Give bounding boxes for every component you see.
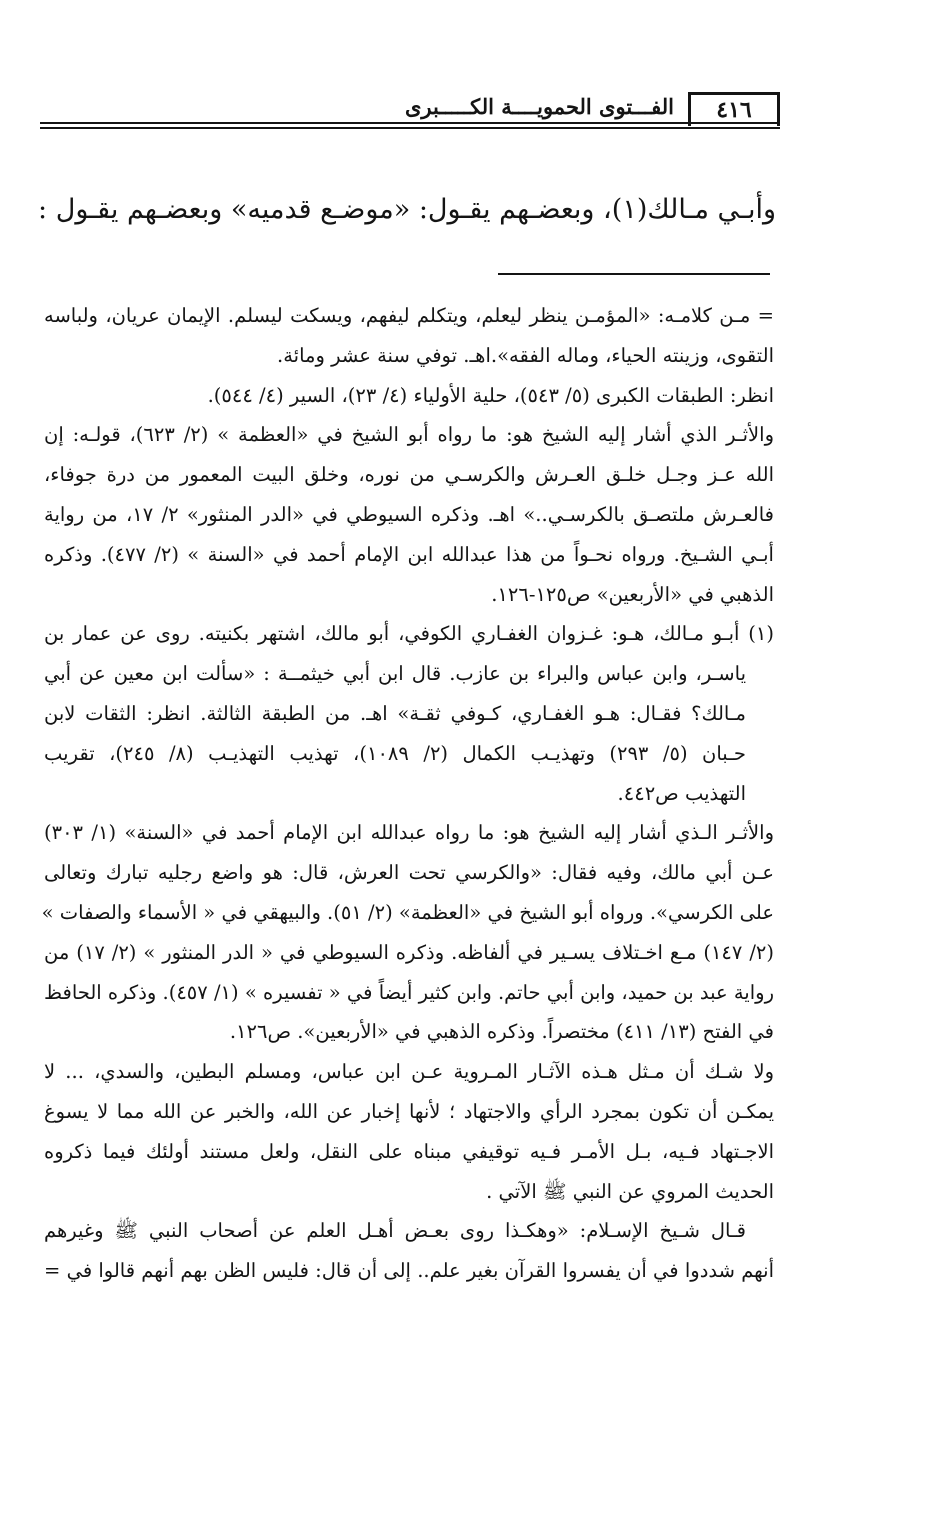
- footnote-line: = مـن كلامـه: «المؤمـن ينظر ليعلم، ويتكلم ليفهم، ويسكت ليسلم. الإيمان عريان، ولباسه: [44, 304, 774, 327]
- header-rule-double: [40, 127, 780, 129]
- footnote-line: ولا شـك أن مـثل هـذه الآثـار المـروية عـن ابن عباس، ومسلم البطين، والسدي، ... لا: [44, 1060, 774, 1084]
- footnote-line: فالعـرش ملتصـق بالكرسـي..» اهـ. وذكره السيوطي في «الدر المنثور» ٢/ ١٧، من رواية: [44, 502, 774, 526]
- page-header: [40, 92, 780, 130]
- running-title: الفـــتوى الحمويــــة الكـــــبرى: [404, 94, 674, 119]
- footnotes-block: [41, 296, 774, 1291]
- page-number: ٤١٦: [688, 92, 780, 126]
- footnote-line: رواية عبد بن حميد، وابن أبي حاتم. وابن كثير أيضاً في « تفسيره » (١/ ٤٥٧). وذكره الحافظ: [44, 980, 774, 1004]
- header-rule: [40, 122, 780, 124]
- footnote-line: الذهبي في «الأربعين» ص١٢٥-١٢٦.: [491, 582, 774, 606]
- main-text-line: وأبـي مـالك(١)، وبعضـهم يقـول: «موضـع قدميه» وبعضـهم يقـول :: [38, 194, 776, 225]
- footnote-line: يمكـن أن تكون بمجرد الرأي والاجتهاد ؛ لأنها إخبار عن الله، والخبر عن الله مما لا يسوغ: [44, 1099, 774, 1123]
- footnote-line: أبـي الشـيخ. ورواه نحـواً من هذا عبدالله ابن الإمام أحمد في «السنة » (٢/ ٤٧٧). وذكره: [44, 542, 774, 566]
- footnote-line: عـن أبي مالك، وفيه فقال: «والكرسي تحت العرش، قال: هو واضع رجليه تبارك وتعالى: [44, 861, 774, 885]
- footnote-line: على الكرسي». ورواه أبو الشيخ في «العظمة» (٢/ ٥١). والبيهقي في « الأسماء والصفات »: [41, 900, 774, 924]
- footnote-line: ياسـر، وابن عباس والبراء بن عازب. قال ابن أبي خيثمــة : «سألت ابن معين عن أبي: [44, 662, 746, 686]
- footnote-line: مـالك؟ فقـال: هـو الغفـاري، كـوفي ثقـة» اهـ. من الطبقة الثالثة. انظر: الثقات لابن: [44, 701, 746, 725]
- footnote-line: الله عـز وجـل خلـق العـرش والكرسـي من نوره، وخلق البيت المعمور من درة جوفاء،: [44, 463, 774, 487]
- footnote-line: (١) أبـو مـالك، هـو: غـزوان الغفـاري الكوفي، أبو مالك، اشتهر بكنيته. روى عن عمار بن: [44, 622, 774, 646]
- footnote-line: والأثـر الـذي أشار إليه الشيخ هو: ما رواه عبدالله ابن الإمام أحمد في «السنة» (١/ ٣٠٣): [44, 821, 774, 845]
- footnote-separator: [498, 273, 770, 275]
- footnote-line: والأثـر الذي أشار إليه الشيخ هو: ما رواه أبو الشيخ في «العظمة » (٢/ ٦٢٣)، قولـه: إن: [44, 423, 774, 447]
- footnote-line: انظر: الطبقات الكبرى (٥/ ٥٤٣)، حلية الأولياء (٤/ ٢٣)، السير (٤/ ٥٤٤).: [207, 383, 774, 407]
- footnote-line: قـال شـيخ الإسـلام: «وهكـذا روى بعـض أهـل العلم عن أصحاب النبي ﷺ وغيرهم: [44, 1219, 746, 1243]
- footnote-line: الاجـتهاد فـيه، بـل الأمـر فـيه توقيفي مبناه على النقل، ولعل مستند أولئك فيما ذكروه: [44, 1139, 774, 1163]
- footnote-line: أنهم شددوا في أن يفسروا القرآن بغير علم.. إلى أن قال: فليس الظن بهم أنهم قالوا في =: [44, 1259, 774, 1283]
- footnote-line: (٢/ ١٤٧) مـع اخـتلاف يسـير في ألفاظه. وذكره السيوطي في « الدر المنثور » (٢/ ١٧) من: [44, 940, 774, 964]
- footnote-line: الحديث المروي عن النبي ﷺ الآتي .: [486, 1179, 774, 1203]
- footnote-line: التهذيب ص٤٤٢.: [617, 781, 746, 805]
- footnote-line: حـبان (٥/ ٢٩٣) وتهذيـب الكمال (٢/ ١٠٨٩)، تهذيب التهذيـب (٨/ ٢٤٥)، تقريب: [44, 741, 746, 765]
- footnote-line: في الفتح (١٣/ ٤١١) مختصراً. وذكره الذهبي في «الأربعين». ص١٢٦.: [229, 1020, 774, 1044]
- footnote-line: التقوى، وزينته الحياء، وماله الفقه».اهـ. توفي سنة عشر ومائة.: [277, 343, 774, 367]
